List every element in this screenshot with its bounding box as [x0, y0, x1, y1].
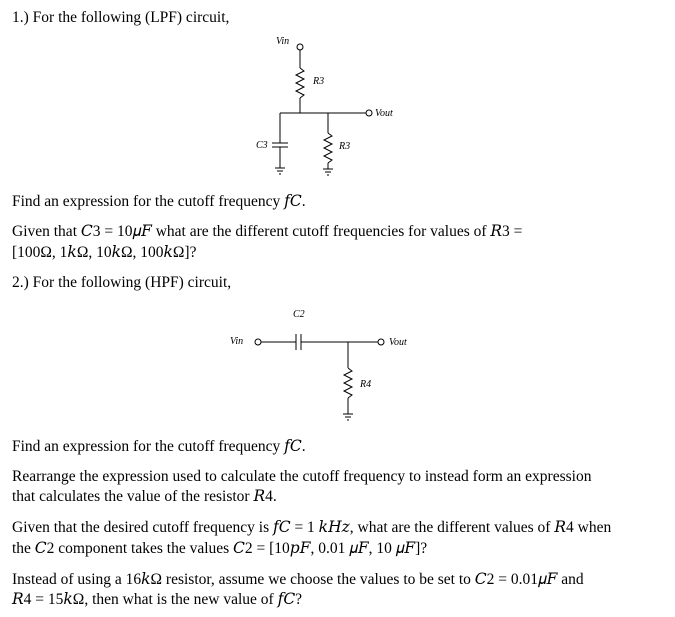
q2-line-4: Given that the desired cutoff frequency is 𝑓𝐶 = 1 𝑘𝐻𝑧, what are the different values of 𝑅4 when [12, 519, 612, 536]
q1-line-2: Given that 𝐶3 = 10𝜇𝐹 what are the different cutoff frequencies for values of 𝑅3 = [12, 223, 523, 240]
q1-line-3: [100Ω, 1𝑘Ω, 10𝑘Ω, 100𝑘Ω]? [12, 244, 197, 261]
hpf-vout-label: Vout [389, 337, 407, 348]
q2-line-5: the 𝐶2 component takes the values 𝐶2 = [10𝑝𝐹, 0.01 𝜇𝐹, 10 𝜇𝐹]? [12, 540, 428, 557]
q2-line-2: Rearrange the expression used to calculate the cutoff frequency to instead form an expression [12, 468, 592, 485]
q1-line-1: Find an expression for the cutoff frequency 𝑓𝐶. [12, 193, 306, 210]
lpf-vout-label: Vout [375, 108, 393, 119]
q2-line-6: Instead of using a 16𝑘Ω resistor, assume we choose the values to be set to 𝐶2 = 0.01𝜇𝐹 and [12, 571, 584, 588]
hpf-vin-terminal [255, 339, 261, 345]
lpf-vin-label: Vin [276, 36, 290, 47]
lpf-c3-label: C3 [256, 140, 268, 151]
hpf-c2-label: C2 [293, 309, 305, 320]
q1-heading: 1.) For the following (LPF) circuit, [12, 9, 230, 26]
hpf-vout-terminal [378, 339, 384, 345]
hpf-vin-label: Vin [230, 336, 244, 347]
hpf-r4-resistor [344, 368, 352, 398]
q2-heading: 2.) For the following (HPF) circuit, [12, 274, 232, 291]
hpf-r4-label: R4 [360, 379, 372, 390]
lpf-r3-top-label: R3 [313, 76, 325, 87]
lpf-r3-bottom-label: R3 [339, 141, 351, 152]
q2-line-1: Find an expression for the cutoff frequency 𝑓𝐶. [12, 438, 306, 455]
q2-line-7: 𝑅4 = 15𝑘Ω, then what is the new value of 𝑓𝐶? [12, 591, 303, 608]
q2-line-3: that calculates the value of the resistor 𝑅4. [12, 488, 277, 505]
